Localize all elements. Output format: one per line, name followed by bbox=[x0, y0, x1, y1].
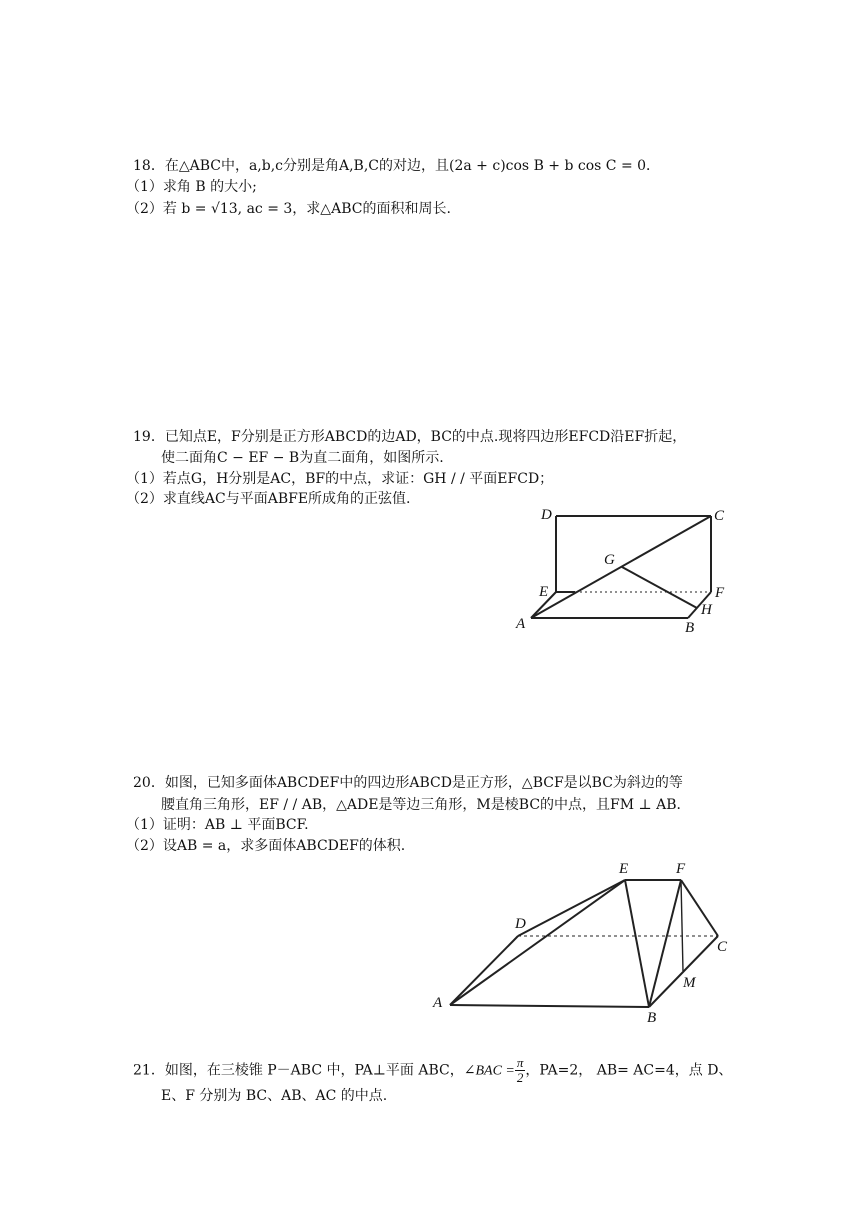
label-A: A bbox=[433, 995, 443, 1011]
q20-stem-line2: 腰直角三角形，EF / / AB，△ADE是等边三角形，M是棱BC的中点，且FM ⊥ AB． bbox=[161, 797, 691, 813]
edge-CB bbox=[649, 936, 718, 1007]
q19-part1: （1）若点G，H分别是AC，BF的中点，求证：GH / / 平面EFCD； bbox=[126, 471, 554, 487]
q18-stem: 18．在△ABC中，a,b,c分别是角A,B,C的对边，且(2a + c)cos B + b cos C = 0． bbox=[133, 158, 661, 174]
edge-AB bbox=[450, 1005, 649, 1007]
q19-figure bbox=[505, 500, 745, 645]
edge-FM bbox=[681, 880, 683, 971]
edge-AD bbox=[450, 936, 518, 1005]
q21-frac-num: π bbox=[516, 1055, 524, 1070]
q21-frac-den: 2 bbox=[516, 1070, 524, 1085]
label-D: D bbox=[515, 916, 526, 932]
label-E: E bbox=[539, 584, 549, 600]
edge-AC bbox=[531, 516, 711, 618]
edge-FC bbox=[681, 880, 718, 936]
q19-part2: （2）求直线AC与平面ABFE所成角的正弦值. bbox=[126, 491, 411, 507]
q20-figure bbox=[425, 855, 740, 1030]
label-G: G bbox=[604, 552, 615, 568]
q19-stem-line1: 19．已知点E，F分别是正方形ABCD的边AD，BC的中点.现将四边形EFCD沿EF折起， bbox=[133, 429, 687, 445]
q20-stem-line1: 20．如图，已知多面体ABCDEF中的四边形ABCD是正方形，△BCF是以BC为斜边的等 bbox=[133, 775, 683, 791]
label-H: H bbox=[701, 602, 712, 618]
label-C: C bbox=[717, 939, 728, 955]
q18-part2: （2）若 b = √13, ac = 3，求△ABC的面积和周长. bbox=[126, 201, 451, 217]
label-C: C bbox=[714, 508, 725, 524]
label-A: A bbox=[516, 616, 526, 632]
q21-angle-lhs: ∠BAC = bbox=[463, 1063, 515, 1079]
q19-stem-line2: 使二面角C − EF − B为直二面角，如图所示. bbox=[161, 450, 444, 466]
label-F: F bbox=[715, 585, 725, 601]
edge-BE bbox=[625, 880, 649, 1007]
label-F: F bbox=[676, 861, 686, 877]
q18-part1: （1）求角 B 的大小; bbox=[126, 179, 257, 195]
label-B: B bbox=[685, 620, 695, 636]
edge-AE bbox=[450, 880, 625, 1005]
label-E: E bbox=[619, 861, 629, 877]
q21-stem-line2: E、F 分别为 BC、AB、AC 的中点. bbox=[161, 1088, 388, 1104]
q20-part2: （2）设AB = a，求多面体ABCDEF的体积. bbox=[126, 838, 406, 854]
label-D: D bbox=[541, 507, 552, 523]
q21-fraction bbox=[515, 1056, 526, 1085]
edge-FB bbox=[649, 880, 681, 1007]
q20-part1: （1）证明：AB ⊥ 平面BCF. bbox=[126, 817, 309, 833]
label-B: B bbox=[647, 1010, 657, 1026]
label-M: M bbox=[683, 975, 696, 991]
edge-GH bbox=[622, 567, 697, 608]
q21-stem-after: ，PA=2， AB= AC=4，点 D、 bbox=[525, 1062, 733, 1079]
q21-stem-line1 bbox=[133, 1056, 732, 1086]
edge-DE bbox=[518, 880, 625, 936]
q21-stem-before: 21．如图，在三棱锥 P－ABC 中，PA⊥平面 ABC， bbox=[133, 1062, 464, 1079]
